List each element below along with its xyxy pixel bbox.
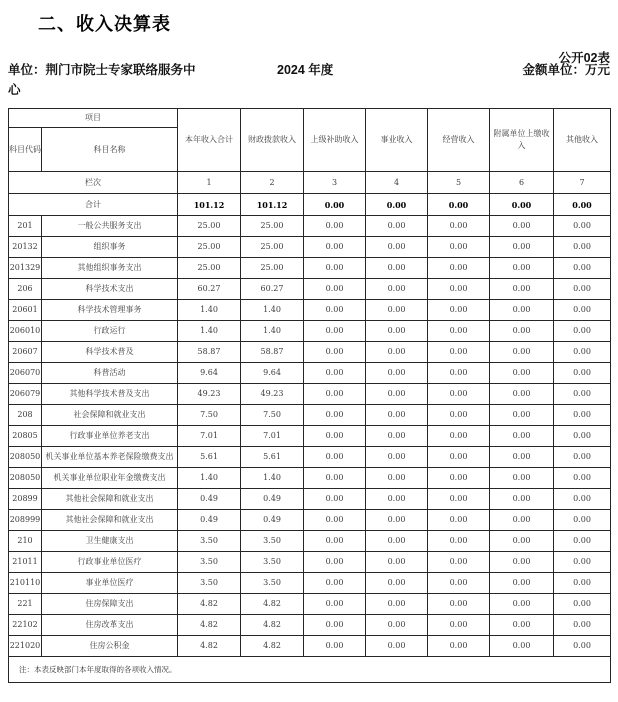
value-cell: 0.00: [490, 384, 554, 405]
value-cell: 0.00: [490, 615, 554, 636]
value-cell: 0.00: [304, 405, 366, 426]
value-cell: 0.00: [428, 237, 490, 258]
value-cell: 0.00: [490, 405, 554, 426]
column-index-row: [9, 172, 611, 194]
value-cell: 25.00: [241, 237, 304, 258]
value-cell: 0.00: [428, 363, 490, 384]
value-cell: 0.00: [554, 342, 611, 363]
value-cell: 1.40: [241, 321, 304, 342]
subject-name: 住房公积金: [42, 636, 178, 657]
value-cell: 9.64: [241, 363, 304, 384]
value-cell: 0.00: [428, 552, 490, 573]
table-row: [9, 363, 611, 384]
value-cell: 0.00: [428, 342, 490, 363]
table-row: [9, 216, 611, 237]
value-cell: 0.00: [304, 531, 366, 552]
value-cell: 0.00: [490, 426, 554, 447]
subject-code: 20607: [9, 342, 42, 363]
value-cell: 0.00: [304, 237, 366, 258]
value-cell: 0.00: [490, 216, 554, 237]
column-index-5: 5: [428, 172, 490, 194]
value-cell: 0.00: [366, 447, 428, 468]
subject-name: 其他社会保障和就业支出: [42, 510, 178, 531]
value-cell: 0.00: [304, 489, 366, 510]
value-cell: 0.00: [366, 615, 428, 636]
value-cell: 0.00: [304, 573, 366, 594]
value-cell: 0.00: [366, 552, 428, 573]
value-cell: 0.00: [304, 216, 366, 237]
value-cell: 0.00: [366, 216, 428, 237]
value-cell: 1.40: [178, 300, 241, 321]
value-cell: 0.00: [554, 426, 611, 447]
value-cell: 0.00: [366, 531, 428, 552]
value-cell: 0.00: [428, 384, 490, 405]
subject-code: 201329: [9, 258, 42, 279]
value-cell: 0.49: [178, 489, 241, 510]
header-col-affiliated-remittance: 附属单位上缴收入: [490, 109, 554, 172]
value-cell: 0.00: [554, 510, 611, 531]
value-cell: 0.00: [366, 426, 428, 447]
subject-code: 221020: [9, 636, 42, 657]
value-cell: 0.00: [554, 552, 611, 573]
value-cell: 0.00: [366, 363, 428, 384]
subject-code: 20132: [9, 237, 42, 258]
value-cell: 3.50: [178, 573, 241, 594]
value-cell: 1.40: [178, 321, 241, 342]
subject-name: 机关事业单位基本养老保险缴费支出: [42, 447, 178, 468]
value-cell: 4.82: [241, 615, 304, 636]
value-cell: 49.23: [178, 384, 241, 405]
subject-code: 206010: [9, 321, 42, 342]
table-row: [9, 510, 611, 531]
table-row: [9, 384, 611, 405]
value-cell: 0.00: [366, 300, 428, 321]
value-cell: 0.00: [428, 468, 490, 489]
value-cell: 0.00: [366, 510, 428, 531]
value-cell: 0.00: [554, 531, 611, 552]
value-cell: 0.00: [554, 300, 611, 321]
value-cell: 0.00: [554, 258, 611, 279]
subject-code: 208999: [9, 510, 42, 531]
value-cell: 4.82: [178, 594, 241, 615]
year-label: 2024 年度: [277, 63, 334, 77]
value-cell: 0.00: [490, 573, 554, 594]
value-cell: 1.40: [178, 468, 241, 489]
value-cell: 0.00: [490, 300, 554, 321]
total-value: 0.00: [428, 194, 490, 216]
column-index-1: 1: [178, 172, 241, 194]
subject-code: 206: [9, 279, 42, 300]
total-value: 101.12: [241, 194, 304, 216]
value-cell: 0.00: [366, 468, 428, 489]
value-cell: 0.00: [428, 636, 490, 657]
revenue-table: [8, 108, 611, 683]
value-cell: 0.00: [428, 258, 490, 279]
table-row: [9, 531, 611, 552]
value-cell: 0.00: [554, 594, 611, 615]
header-col-superior-subsidy: 上级补助收入: [304, 109, 366, 172]
subject-name: 其他组织事务支出: [42, 258, 178, 279]
value-cell: 0.00: [366, 321, 428, 342]
header-project: 项目: [9, 109, 178, 128]
value-cell: 0.00: [428, 300, 490, 321]
value-cell: 0.00: [304, 552, 366, 573]
table-row: [9, 447, 611, 468]
subject-code: 20805: [9, 426, 42, 447]
value-cell: 0.00: [304, 300, 366, 321]
value-cell: 0.00: [554, 384, 611, 405]
subject-name: 科学技术普及: [42, 342, 178, 363]
value-cell: 1.40: [241, 300, 304, 321]
header-col-fiscal-appropriation: 财政拨款收入: [241, 109, 304, 172]
amount-unit-label: 金额单位：万元: [522, 63, 610, 77]
value-cell: 0.00: [554, 321, 611, 342]
value-cell: 25.00: [178, 237, 241, 258]
value-cell: 7.50: [241, 405, 304, 426]
value-cell: 0.00: [554, 216, 611, 237]
value-cell: 7.01: [178, 426, 241, 447]
subject-code: 20601: [9, 300, 42, 321]
total-value: 101.12: [178, 194, 241, 216]
subject-name: 行政事业单位医疗: [42, 552, 178, 573]
value-cell: 0.00: [366, 342, 428, 363]
column-index-6: 6: [490, 172, 554, 194]
subject-code: 22102: [9, 615, 42, 636]
value-cell: 3.50: [178, 552, 241, 573]
page-title: 二、收入决算表: [38, 14, 171, 34]
table-row: [9, 552, 611, 573]
table-note: 注：本表反映部门本年度取得的各项收入情况。: [9, 657, 611, 683]
column-index-2: 2: [241, 172, 304, 194]
value-cell: 0.00: [366, 258, 428, 279]
value-cell: 0.00: [304, 321, 366, 342]
total-value: 0.00: [304, 194, 366, 216]
value-cell: 0.00: [304, 615, 366, 636]
value-cell: 0.49: [241, 510, 304, 531]
value-cell: 5.61: [241, 447, 304, 468]
subject-code: 206079: [9, 384, 42, 405]
subject-code: 201: [9, 216, 42, 237]
value-cell: 0.00: [304, 258, 366, 279]
value-cell: 0.00: [554, 405, 611, 426]
value-cell: 25.00: [241, 216, 304, 237]
value-cell: 0.00: [428, 489, 490, 510]
subject-name: 科普活动: [42, 363, 178, 384]
value-cell: 0.00: [490, 468, 554, 489]
subject-name: 住房改革支出: [42, 615, 178, 636]
value-cell: 0.00: [366, 405, 428, 426]
value-cell: 0.00: [490, 510, 554, 531]
value-cell: 3.50: [241, 531, 304, 552]
value-cell: 4.82: [178, 636, 241, 657]
value-cell: 0.00: [490, 552, 554, 573]
header-subject-code: 科目代码: [9, 128, 42, 172]
value-cell: 0.00: [428, 321, 490, 342]
subject-name: 事业单位医疗: [42, 573, 178, 594]
value-cell: 0.00: [428, 573, 490, 594]
table-row: [9, 342, 611, 363]
value-cell: 7.50: [178, 405, 241, 426]
value-cell: 0.00: [490, 258, 554, 279]
value-cell: 7.01: [241, 426, 304, 447]
value-cell: 0.00: [304, 342, 366, 363]
header-col-other-income: 其他收入: [554, 109, 611, 172]
value-cell: 0.00: [490, 342, 554, 363]
subject-name: 其他科学技术普及支出: [42, 384, 178, 405]
total-value: 0.00: [490, 194, 554, 216]
subject-code: 206070: [9, 363, 42, 384]
header-col-operating-income: 经营收入: [428, 109, 490, 172]
value-cell: 0.00: [366, 384, 428, 405]
value-cell: 0.00: [554, 636, 611, 657]
subject-name: 其他社会保障和就业支出: [42, 489, 178, 510]
value-cell: 58.87: [241, 342, 304, 363]
subject-code: 21011: [9, 552, 42, 573]
value-cell: 0.00: [428, 510, 490, 531]
value-cell: 49.23: [241, 384, 304, 405]
subject-name: 卫生健康支出: [42, 531, 178, 552]
value-cell: 0.00: [304, 384, 366, 405]
value-cell: 0.00: [490, 594, 554, 615]
value-cell: 0.00: [304, 363, 366, 384]
column-index-label: 栏次: [9, 172, 178, 194]
meta-row: [8, 60, 610, 104]
table-row: [9, 300, 611, 321]
value-cell: 0.00: [366, 594, 428, 615]
subject-name: 行政事业单位养老支出: [42, 426, 178, 447]
table-row: [9, 405, 611, 426]
header-subject-name: 科目名称: [42, 128, 178, 172]
table-row: [9, 636, 611, 657]
value-cell: 0.00: [554, 489, 611, 510]
table-row: [9, 573, 611, 594]
value-cell: 0.00: [554, 573, 611, 594]
value-cell: 4.82: [241, 594, 304, 615]
subject-name: 科学技术管理事务: [42, 300, 178, 321]
table-row: [9, 279, 611, 300]
table-row: [9, 237, 611, 258]
total-value: 0.00: [554, 194, 611, 216]
value-cell: 0.00: [366, 237, 428, 258]
value-cell: 4.82: [241, 636, 304, 657]
table-row: [9, 615, 611, 636]
value-cell: 0.00: [554, 468, 611, 489]
total-row: [9, 194, 611, 216]
table-row: [9, 258, 611, 279]
subject-code: 221: [9, 594, 42, 615]
value-cell: 9.64: [178, 363, 241, 384]
value-cell: 4.82: [178, 615, 241, 636]
value-cell: 0.00: [428, 594, 490, 615]
subject-name: 科学技术支出: [42, 279, 178, 300]
value-cell: 0.00: [490, 447, 554, 468]
unit-label: 单位：荆门市院士专家联络服务中心: [8, 63, 196, 97]
header-col-total-income: 本年收入合计: [178, 109, 241, 172]
value-cell: 0.00: [490, 489, 554, 510]
subject-code: 210110: [9, 573, 42, 594]
value-cell: 0.00: [490, 636, 554, 657]
total-value: 0.00: [366, 194, 428, 216]
value-cell: 0.00: [304, 426, 366, 447]
value-cell: 25.00: [178, 216, 241, 237]
value-cell: 0.00: [554, 237, 611, 258]
value-cell: 0.00: [490, 321, 554, 342]
value-cell: 0.00: [554, 363, 611, 384]
value-cell: 0.00: [490, 279, 554, 300]
value-cell: 25.00: [178, 258, 241, 279]
value-cell: 0.00: [304, 510, 366, 531]
header-col-business-income: 事业收入: [366, 109, 428, 172]
value-cell: 0.49: [241, 489, 304, 510]
table-row: [9, 489, 611, 510]
subject-name: 住房保障支出: [42, 594, 178, 615]
public-table-code: 公开02表: [558, 51, 610, 65]
subject-code: 210: [9, 531, 42, 552]
value-cell: 58.87: [178, 342, 241, 363]
subject-code: 20899: [9, 489, 42, 510]
value-cell: 0.00: [490, 237, 554, 258]
value-cell: 5.61: [178, 447, 241, 468]
value-cell: 0.00: [490, 363, 554, 384]
value-cell: 0.00: [366, 279, 428, 300]
column-index-4: 4: [366, 172, 428, 194]
subject-name: 行政运行: [42, 321, 178, 342]
subject-code: 208: [9, 405, 42, 426]
value-cell: 0.00: [428, 279, 490, 300]
subject-code: 208050: [9, 468, 42, 489]
value-cell: 0.00: [554, 279, 611, 300]
value-cell: 0.00: [490, 531, 554, 552]
subject-name: 机关事业单位职业年金缴费支出: [42, 468, 178, 489]
value-cell: 1.40: [241, 468, 304, 489]
value-cell: 3.50: [241, 552, 304, 573]
column-index-3: 3: [304, 172, 366, 194]
value-cell: 0.00: [304, 468, 366, 489]
value-cell: 0.00: [366, 489, 428, 510]
subject-name: 一般公共服务支出: [42, 216, 178, 237]
subject-name: 社会保障和就业支出: [42, 405, 178, 426]
value-cell: 0.00: [366, 636, 428, 657]
column-index-7: 7: [554, 172, 611, 194]
value-cell: 0.00: [428, 405, 490, 426]
table-row: [9, 594, 611, 615]
subject-name: 组织事务: [42, 237, 178, 258]
value-cell: 60.27: [178, 279, 241, 300]
value-cell: 3.50: [241, 573, 304, 594]
value-cell: 0.00: [304, 447, 366, 468]
value-cell: 0.00: [428, 216, 490, 237]
value-cell: 60.27: [241, 279, 304, 300]
value-cell: 25.00: [241, 258, 304, 279]
table-row: [9, 426, 611, 447]
value-cell: 0.00: [428, 447, 490, 468]
value-cell: 3.50: [178, 531, 241, 552]
total-label: 合计: [9, 194, 178, 216]
value-cell: 0.00: [304, 636, 366, 657]
value-cell: 0.00: [304, 594, 366, 615]
value-cell: 0.00: [366, 573, 428, 594]
subject-code: 208050: [9, 447, 42, 468]
table-row: [9, 321, 611, 342]
header-row-project: [9, 109, 611, 128]
value-cell: 0.00: [554, 615, 611, 636]
value-cell: 0.00: [428, 531, 490, 552]
value-cell: 0.00: [554, 447, 611, 468]
value-cell: 0.00: [428, 615, 490, 636]
note-row: [9, 657, 611, 683]
value-cell: 0.49: [178, 510, 241, 531]
table-row: [9, 468, 611, 489]
value-cell: 0.00: [428, 426, 490, 447]
value-cell: 0.00: [304, 279, 366, 300]
